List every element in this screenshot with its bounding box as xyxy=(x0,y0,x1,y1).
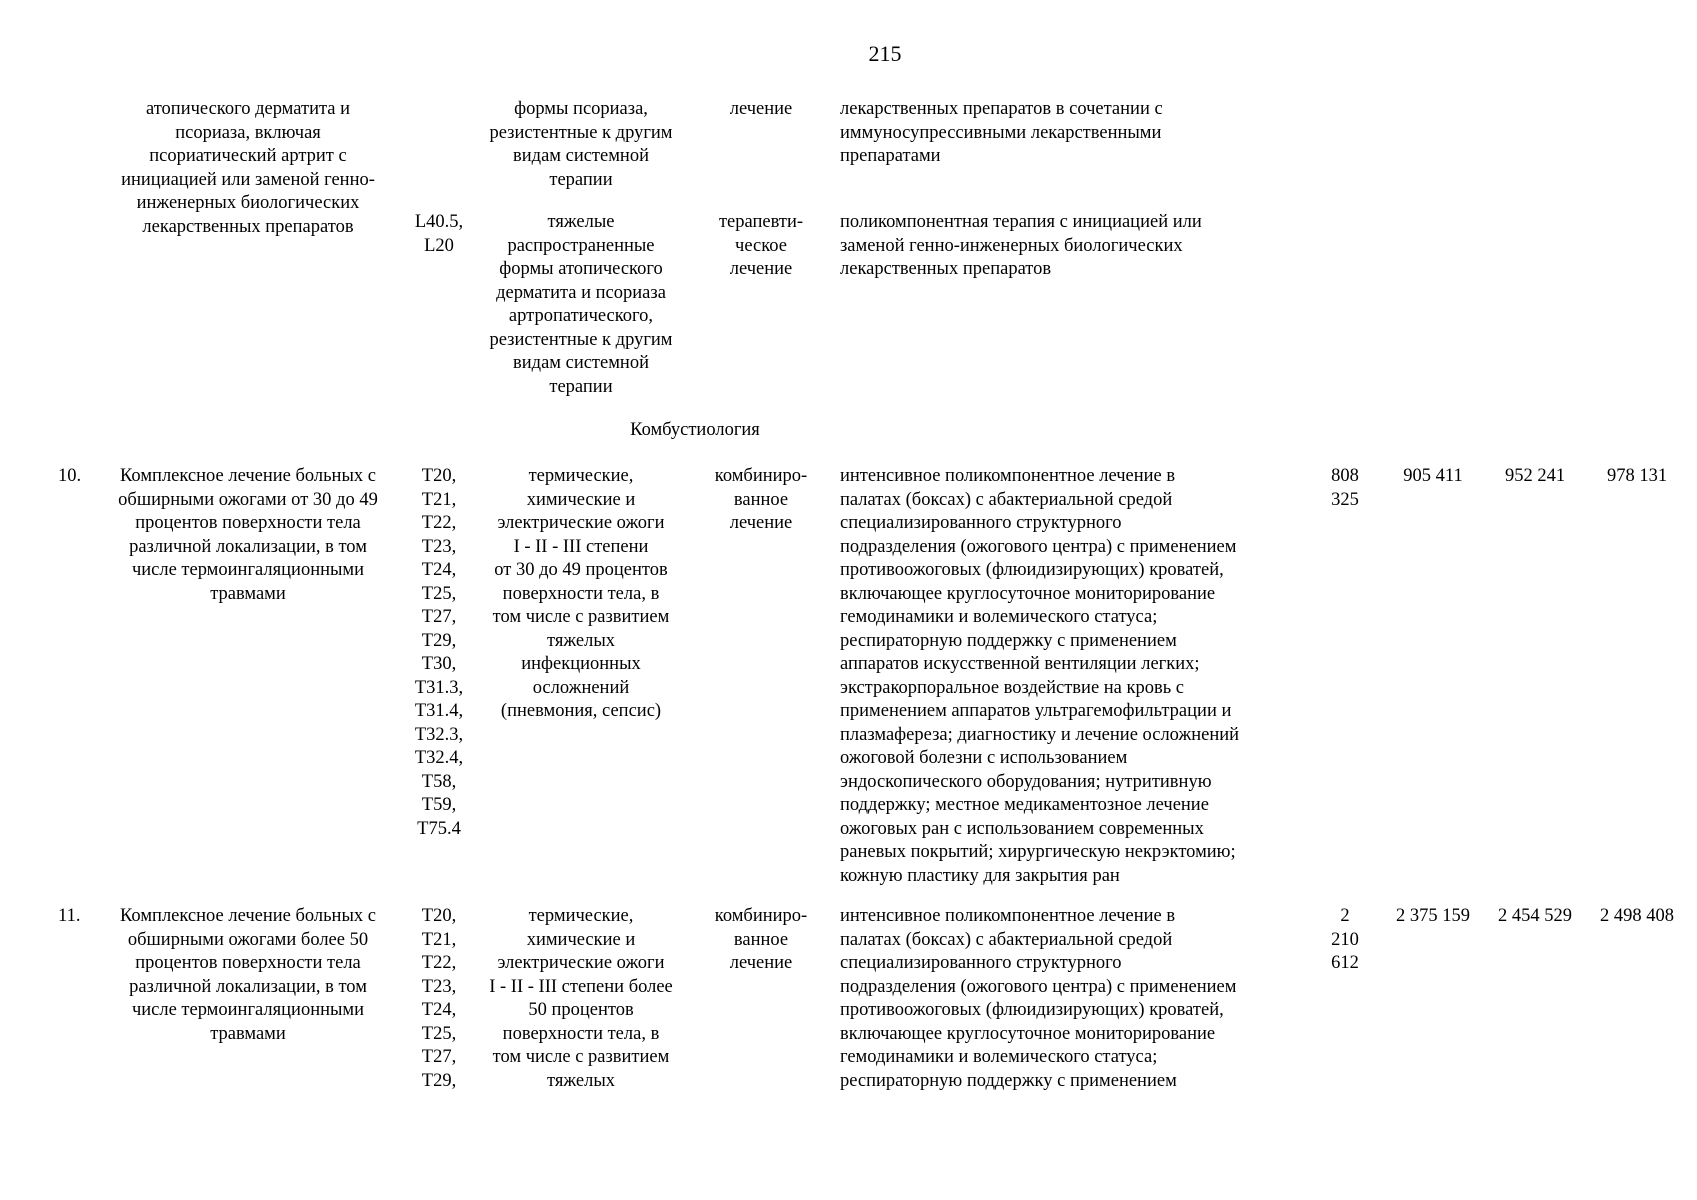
text-line: T21, xyxy=(421,489,457,510)
text-line: заменой генно-инженерных биологических xyxy=(840,235,1183,256)
text-line: различной локализации, в том xyxy=(129,976,367,997)
row-cost-4: 978 131 xyxy=(1606,466,1668,486)
text-line: формы псориаза, xyxy=(514,99,648,119)
text-line: поддержку; местное медикаментозное лечение xyxy=(840,795,1209,815)
row-codes xyxy=(405,465,473,841)
text-line: тяжелые xyxy=(547,212,615,232)
text-line: лекарственных препаратов в сочетании с xyxy=(840,99,1163,119)
row-treatment-type xyxy=(706,465,816,536)
text-line: (пневмония, сепсис) xyxy=(500,701,662,721)
text-line: 50 процентов xyxy=(528,1000,634,1020)
text-line: плазмафереза; диагностику и лечение осложнений xyxy=(840,724,1240,745)
text-line: интенсивное поликомпонентное лечение в xyxy=(840,466,1176,486)
text-line: I - II - III степени xyxy=(513,536,649,557)
text-line: травмами xyxy=(210,1023,286,1044)
text-line: T32.3, xyxy=(414,724,464,745)
text-line: L20 xyxy=(424,235,454,256)
continuation-type-1 xyxy=(706,98,816,122)
text-line: гемодинамики и волемического статуса; xyxy=(840,1047,1158,1067)
row-cost-3: 952 241 xyxy=(1504,466,1566,486)
text-line: инициацией или заменой генно- xyxy=(121,169,375,190)
text-line: 325 xyxy=(1331,489,1359,510)
text-line: различной локализации, в том xyxy=(129,536,367,557)
text-line: числе термоингаляционными xyxy=(131,1000,365,1020)
row-name xyxy=(100,905,396,1046)
text-line: T23, xyxy=(421,536,457,557)
text-line: лекарственных препаратов xyxy=(142,216,354,237)
text-line: T22, xyxy=(421,513,457,533)
text-line: T20, xyxy=(421,906,457,926)
text-line: резистентные к другим xyxy=(489,122,673,143)
text-line: T24, xyxy=(421,1000,457,1020)
continuation-model-1 xyxy=(476,98,686,192)
text-line: ванное xyxy=(733,929,789,950)
text-line: инженерных биологических xyxy=(136,193,360,213)
text-line: T22, xyxy=(421,953,457,973)
text-line: лечение xyxy=(729,513,793,533)
text-line: T25, xyxy=(421,583,457,604)
continuation-model-2 xyxy=(476,211,686,399)
text-line: палатах (боксах) с абактериальной средой xyxy=(840,489,1173,510)
text-line: T23, xyxy=(421,976,457,997)
row-number: 10. xyxy=(58,466,82,486)
text-line: травмами xyxy=(210,583,286,604)
text-line: T31.3, xyxy=(414,677,464,698)
text-line: 2 xyxy=(1340,906,1350,926)
text-line: противоожоговых (флюидизирующих) кроватей, xyxy=(840,1000,1224,1020)
text-line: T30, xyxy=(421,654,457,674)
text-line: формы атопического xyxy=(499,259,663,279)
text-line: распространенные xyxy=(507,235,655,256)
continuation-codes-2 xyxy=(405,211,473,258)
text-line: лечение xyxy=(729,99,793,119)
text-line: ожоговой болезни с использованием xyxy=(840,748,1128,768)
text-line: артропатического, xyxy=(508,306,654,326)
text-line: T29, xyxy=(421,630,457,651)
text-line: T24, xyxy=(421,560,457,580)
text-line: дерматита и псориаза xyxy=(496,282,666,303)
text-line: эндоскопического оборудования; нутритивную xyxy=(840,771,1212,792)
text-line: терапевти- xyxy=(718,212,804,232)
text-line: иммуносупрессивными лекарственными xyxy=(840,122,1162,143)
text-line: специализированного структурного xyxy=(840,513,1122,533)
text-line: процентов поверхности тела xyxy=(135,513,361,533)
text-line: применением аппаратов ультрагемофильтрации и xyxy=(840,701,1232,721)
text-line: 210 xyxy=(1331,929,1359,950)
text-line: I - II - III степени более xyxy=(489,976,673,997)
page-number: 215 xyxy=(868,41,902,66)
text-line: подразделения (ожогового центра) с применением xyxy=(840,536,1237,557)
text-line: палатах (боксах) с абактериальной средой xyxy=(840,929,1173,950)
text-line: терапии xyxy=(549,376,613,397)
text-line: 808 xyxy=(1331,466,1359,486)
text-line: Комплексное лечение больных с xyxy=(120,466,376,486)
text-line: лечение xyxy=(729,259,793,279)
text-line: T27, xyxy=(421,607,457,627)
text-line: ческое xyxy=(735,235,787,256)
text-line: термические, xyxy=(528,466,634,486)
text-line: обширными ожогами от 30 до 49 xyxy=(118,489,378,510)
text-line: включающее круглосуточное мониторирование xyxy=(840,583,1216,604)
text-line: респираторную поддержку с применением xyxy=(840,1070,1177,1091)
text-line: T25, xyxy=(421,1023,457,1044)
text-line: видам системной xyxy=(513,353,649,373)
text-line: препаратами xyxy=(840,146,941,166)
text-line: T59, xyxy=(421,795,457,815)
row-codes xyxy=(405,905,473,1093)
text-line: термические, xyxy=(528,906,634,926)
row-name xyxy=(100,465,396,606)
text-line: поверхности тела, в xyxy=(502,583,660,604)
row-number: 11. xyxy=(58,906,81,926)
text-line: том числе с развитием xyxy=(492,1047,670,1067)
text-line: противоожоговых (флюидизирующих) кроватей, xyxy=(840,560,1224,580)
text-line: включающее круглосуточное мониторирование xyxy=(840,1023,1216,1044)
row-model xyxy=(476,465,686,724)
text-line: специализированного структурного xyxy=(840,953,1122,973)
text-line: инфекционных xyxy=(521,654,641,674)
text-line: Комплексное лечение больных с xyxy=(120,906,376,926)
text-line: тяжелых xyxy=(546,630,615,651)
text-line: поликомпонентная терапия с инициацией или xyxy=(840,212,1202,232)
row-cost-1 xyxy=(1320,465,1370,512)
text-line: T29, xyxy=(421,1070,457,1091)
row-model xyxy=(476,905,686,1093)
text-line: интенсивное поликомпонентное лечение в xyxy=(840,906,1176,926)
text-line: осложнений xyxy=(532,677,630,698)
text-line: комбиниро- xyxy=(714,906,808,926)
text-line: видам системной xyxy=(513,146,649,166)
row-cost-3: 2 454 529 xyxy=(1498,906,1572,926)
continuation-name xyxy=(100,98,396,239)
text-line: том числе с развитием xyxy=(492,607,670,627)
text-line: тяжелых xyxy=(546,1070,615,1091)
text-line: электрические ожоги xyxy=(497,513,665,533)
text-line: лечение xyxy=(729,953,793,973)
text-line: 612 xyxy=(1331,953,1359,973)
text-line: псориатический артрит с xyxy=(149,146,347,166)
row-method xyxy=(840,905,1290,1093)
row-cost-1 xyxy=(1320,905,1370,976)
text-line: обширными ожогами более 50 xyxy=(127,929,369,950)
text-line: псориаза, включая xyxy=(175,122,321,143)
text-line: L40.5, xyxy=(414,212,464,232)
text-line: ванное xyxy=(733,489,789,510)
text-line: T32.4, xyxy=(414,748,464,768)
row-cost-2: 2 375 159 xyxy=(1396,906,1470,926)
text-line: T21, xyxy=(421,929,457,950)
row-cost-4: 2 498 408 xyxy=(1600,906,1674,926)
text-line: T27, xyxy=(421,1047,457,1067)
text-line: химические и xyxy=(526,489,636,510)
row-method xyxy=(840,465,1290,888)
text-line: подразделения (ожогового центра) с применением xyxy=(840,976,1237,997)
text-line: химические и xyxy=(526,929,636,950)
text-line: респираторную поддержку с применением xyxy=(840,630,1177,651)
text-line: терапии xyxy=(549,169,613,190)
text-line: резистентные к другим xyxy=(489,329,673,350)
text-line: T20, xyxy=(421,466,457,486)
text-line: электрические ожоги xyxy=(497,953,665,973)
text-line: раневых покрытий; хирургическую некрэктомию; xyxy=(840,842,1236,862)
text-line: экстракорпоральное воздействие на кровь с xyxy=(840,677,1185,698)
continuation-method-1 xyxy=(840,98,1290,169)
text-line: T31.4, xyxy=(414,701,464,721)
text-line: гемодинамики и волемического статуса; xyxy=(840,607,1158,627)
text-line: процентов поверхности тела xyxy=(135,953,361,973)
row-treatment-type xyxy=(706,905,816,976)
text-line: атопического дерматита и xyxy=(145,99,351,119)
text-line: ожоговых ран с использованием современных xyxy=(840,818,1204,839)
row-cost-2: 905 411 xyxy=(1403,466,1463,486)
text-line: комбиниро- xyxy=(714,466,808,486)
continuation-type-2 xyxy=(706,211,816,282)
section-title: Комбустиология xyxy=(630,420,760,440)
text-line: аппаратов искусственной вентиляции легких; xyxy=(840,654,1200,674)
text-line: кожную пластику для закрытия ран xyxy=(840,865,1120,886)
text-line: от 30 до 49 процентов xyxy=(494,560,668,580)
text-line: числе термоингаляционными xyxy=(131,560,365,580)
text-line: поверхности тела, в xyxy=(502,1023,660,1044)
text-line: T58, xyxy=(421,771,457,792)
text-line: лекарственных препаратов xyxy=(840,259,1052,279)
continuation-method-2 xyxy=(840,211,1290,282)
text-line: T75.4 xyxy=(417,818,461,839)
